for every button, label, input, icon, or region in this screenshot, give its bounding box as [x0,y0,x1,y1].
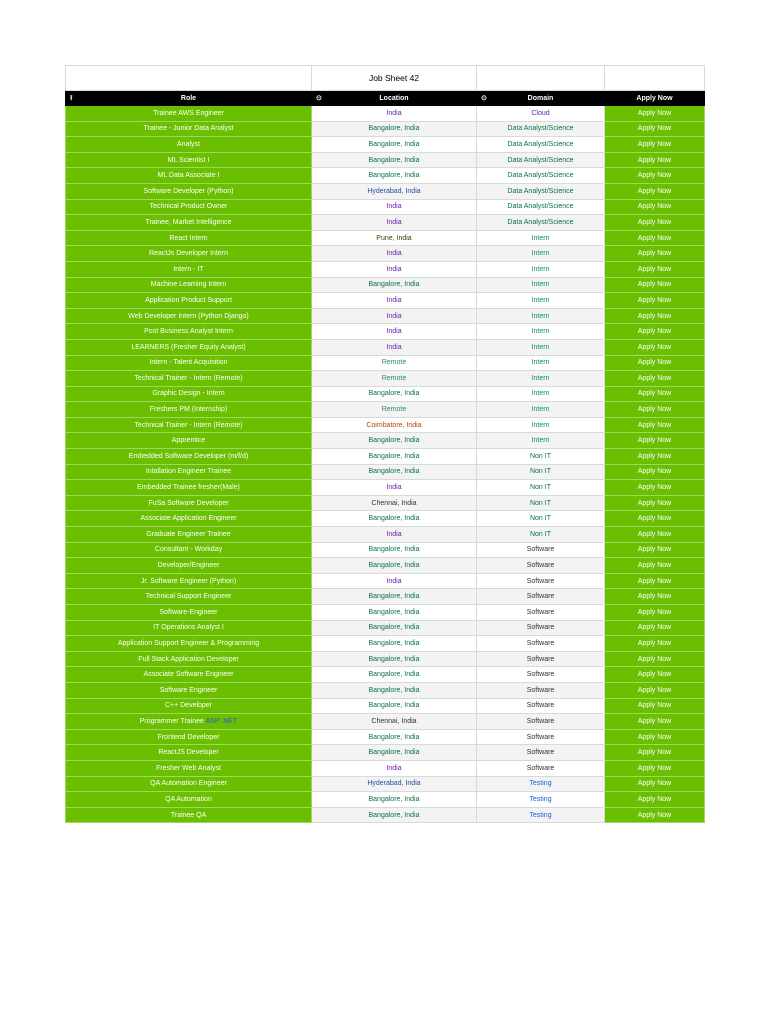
role-cell [66,308,312,324]
location-cell: Bangalore, India [312,386,477,402]
role-cell [66,402,312,418]
table-row [66,760,705,776]
table-row [66,386,705,402]
apply-now-link[interactable]: Apply Now [605,371,705,387]
location-cell: Bangalore, India [312,651,477,667]
location-cell: India [312,293,477,309]
role-text: Trainee QA [170,811,207,819]
location-cell: Bangalore, India [312,667,477,683]
location-cell: Hyderabad, India [312,776,477,792]
role-text: Jr. Software Engineer (Python) [140,577,237,585]
location-cell: India [312,246,477,262]
role-cell [66,386,312,402]
domain-cell: Data Analyst/Science [477,137,605,153]
role-text: Software-Engineer [159,608,218,616]
location-cell: Bangalore, India [312,152,477,168]
domain-cell: Intern [477,246,605,262]
role-cell [66,511,312,527]
filter-icon: ⊙ [316,95,322,102]
role-cell [66,760,312,776]
role-text: Trainee, Market Intelligence [145,218,232,226]
location-cell: Bangalore, India [312,511,477,527]
role-cell [66,355,312,371]
table-row [66,121,705,137]
apply-now-link[interactable]: Apply Now [605,339,705,355]
header-role-label: Role [180,94,197,102]
role-text: Trainee AWS Engineer [153,109,224,117]
domain-cell: Software [477,682,605,698]
domain-cell: Non IT [477,495,605,511]
role-text: Application Support Engineer & Programming [117,639,260,647]
role-text: Analyst [177,140,200,148]
title-blank-cell [477,66,605,91]
location-cell: Remote [312,402,477,418]
role-text: C++ Developer [164,702,213,710]
role-text: Intern - Talent Acquisition [149,359,228,367]
apply-now-link[interactable]: Apply Now [605,745,705,761]
location-cell: Bangalore, India [312,605,477,621]
domain-cell: Data Analyst/Science [477,121,605,137]
table-row [66,589,705,605]
apply-now-link[interactable]: Apply Now [605,760,705,776]
location-cell: India [312,527,477,543]
domain-cell: Intern [477,371,605,387]
location-cell: Bangalore, India [312,464,477,480]
role-text: IT Operations Analyst I [153,624,224,632]
apply-now-link[interactable]: Apply Now [605,308,705,324]
table-row [66,745,705,761]
role-text: Technical Trainer - Intern (Remote) [134,421,243,429]
role-cell [66,215,312,231]
apply-now-link[interactable]: Apply Now [605,464,705,480]
upload-icon: ⭱ [70,95,73,102]
role-text: Graduate Engineer Trainee [146,530,231,538]
location-cell: Bangalore, India [312,558,477,574]
apply-now-link[interactable]: Apply Now [605,449,705,465]
role-text: Machine Learning Intern [150,281,227,289]
location-cell: India [312,199,477,215]
table-row [66,417,705,433]
header-location[interactable] [312,91,477,106]
location-cell: Bangalore, India [312,589,477,605]
table-row [66,433,705,449]
table-row [66,183,705,199]
domain-cell: Software [477,636,605,652]
table-row [66,449,705,465]
domain-cell: Software [477,698,605,714]
apply-now-link[interactable]: Apply Now [605,121,705,137]
role-text: QA Automation [165,795,212,803]
role-cell [66,605,312,621]
apply-now-link[interactable]: Apply Now [605,792,705,808]
location-cell: Remote [312,355,477,371]
domain-cell: Software [477,542,605,558]
table-row [66,714,705,730]
domain-cell: Non IT [477,480,605,496]
location-cell: Pune, India [312,230,477,246]
role-cell [66,371,312,387]
role-text: Trainee - Junior Data Analyst [143,125,234,133]
role-cell [66,339,312,355]
apply-now-link[interactable]: Apply Now [605,152,705,168]
apply-now-link[interactable]: Apply Now [605,511,705,527]
role-text: Application Product Support [145,296,232,304]
table-row [66,620,705,636]
table-row [66,573,705,589]
role-cell [66,433,312,449]
header-role[interactable] [66,91,312,106]
role-text: Intern - IT [173,265,204,273]
table-row [66,106,705,122]
header-domain-label: Domain [527,94,554,102]
domain-cell: Non IT [477,464,605,480]
location-cell: Bangalore, India [312,168,477,184]
location-cell: India [312,573,477,589]
apply-now-link[interactable]: Apply Now [605,183,705,199]
apply-now-link[interactable]: Apply Now [605,495,705,511]
role-text: FuSa Software Developer [148,499,229,507]
apply-now-link[interactable]: Apply Now [605,667,705,683]
role-cell [66,121,312,137]
apply-now-link[interactable]: Apply Now [605,651,705,667]
table-row [66,495,705,511]
apply-now-link[interactable]: Apply Now [605,168,705,184]
role-cell [66,183,312,199]
domain-cell: Intern [477,339,605,355]
role-text: Software Developer (Python) [143,187,234,195]
role-text: ML Data Associate I [157,172,220,180]
domain-cell: Intern [477,277,605,293]
table-row [66,293,705,309]
role-cell [66,449,312,465]
role-text: Embedded Software Developer (m/f/d) [128,452,249,460]
apply-now-link[interactable]: Apply Now [605,605,705,621]
table-row [66,480,705,496]
apply-now-link[interactable]: Apply Now [605,620,705,636]
domain-cell: Intern [477,308,605,324]
domain-cell: Software [477,745,605,761]
location-cell: Hyderabad, India [312,183,477,199]
domain-cell: Testing [477,776,605,792]
table-row [66,651,705,667]
sheet-title: Job Sheet 42 [312,66,477,91]
domain-cell: Intern [477,417,605,433]
header-domain[interactable] [477,91,605,106]
table-row [66,792,705,808]
location-cell: India [312,308,477,324]
location-cell: India [312,106,477,122]
role-text: Associate Application Engineer [140,515,237,523]
role-text: ReactJs Developer Intern [149,250,228,258]
role-cell [66,776,312,792]
apply-now-link[interactable]: Apply Now [605,558,705,574]
role-cell [66,714,312,730]
apply-now-link[interactable]: Apply Now [605,386,705,402]
domain-cell: Intern [477,293,605,309]
table-row [66,246,705,262]
table-row [66,152,705,168]
header-location-label: Location [379,94,409,102]
role-text: Post Business Analyst Intern [144,328,233,336]
apply-now-link[interactable]: Apply Now [605,636,705,652]
role-cell [66,682,312,698]
role-text: ReactJS Developer [158,749,219,757]
apply-now-link[interactable]: Apply Now [605,355,705,371]
table-row [66,308,705,324]
location-cell: Coimbatore, India [312,417,477,433]
apply-now-link[interactable]: Apply Now [605,230,705,246]
apply-now-link[interactable]: Apply Now [605,698,705,714]
domain-cell: Intern [477,433,605,449]
table-row [66,558,705,574]
role-cell [66,277,312,293]
location-cell: India [312,760,477,776]
role-text: Associate Software Engineer [143,671,234,679]
domain-cell: Software [477,651,605,667]
domain-cell: Software [477,620,605,636]
title-blank-cell [66,66,312,91]
role-text: Technical Support Engineer [145,593,232,601]
apply-now-link[interactable]: Apply Now [605,527,705,543]
location-cell: Bangalore, India [312,792,477,808]
apply-now-link[interactable]: Apply Now [605,106,705,122]
location-cell: Bangalore, India [312,745,477,761]
role-text: ML Scientist I [167,156,210,164]
table-row [66,464,705,480]
role-cell [66,106,312,122]
location-cell: Remote [312,371,477,387]
location-cell: India [312,215,477,231]
filter-icon: ⊙ [481,95,487,102]
domain-cell: Software [477,714,605,730]
domain-cell: Intern [477,355,605,371]
role-cell [66,729,312,745]
role-cell [66,558,312,574]
domain-cell: Data Analyst/Science [477,199,605,215]
domain-cell: Data Analyst/Science [477,168,605,184]
title-blank-cell [605,66,705,91]
location-cell: Bangalore, India [312,277,477,293]
table-row [66,511,705,527]
role-text: React Intern [169,234,208,242]
domain-cell: Data Analyst/Science [477,152,605,168]
role-cell [66,464,312,480]
location-cell: Bangalore, India [312,137,477,153]
table-row [66,261,705,277]
apply-now-link[interactable]: Apply Now [605,417,705,433]
table-row [66,168,705,184]
title-row [66,66,705,91]
table-row [66,527,705,543]
table-row [66,667,705,683]
role-text: LEARNERS (Fresher Equity Analyst) [131,343,246,351]
role-cell [66,152,312,168]
domain-cell: Cloud [477,106,605,122]
role-cell [66,636,312,652]
domain-cell: Intern [477,402,605,418]
location-cell: Bangalore, India [312,121,477,137]
location-cell: Bangalore, India [312,807,477,823]
domain-cell: Testing [477,807,605,823]
role-cell [66,199,312,215]
apply-now-link[interactable]: Apply Now [605,277,705,293]
role-text: Technical Trainer - Intern (Remote) [134,374,243,382]
table-row [66,402,705,418]
domain-cell: Software [477,558,605,574]
table-row [66,215,705,231]
apply-now-link[interactable]: Apply Now [605,542,705,558]
domain-cell: Software [477,573,605,589]
location-cell: India [312,261,477,277]
location-cell: Bangalore, India [312,729,477,745]
domain-cell: Software [477,667,605,683]
location-cell: Bangalore, India [312,698,477,714]
role-cell [66,698,312,714]
role-text: Frontend Developer [157,733,220,741]
role-cell [66,230,312,246]
job-sheet-table [65,65,705,823]
table-row [66,636,705,652]
location-cell: India [312,339,477,355]
role-cell [66,573,312,589]
table-row [66,605,705,621]
role-cell [66,246,312,262]
apply-now-link[interactable]: Apply Now [605,776,705,792]
table-row [66,339,705,355]
table-row [66,355,705,371]
domain-cell: Intern [477,230,605,246]
table-row [66,230,705,246]
role-cell [66,417,312,433]
role-text: Developer/Engineer [157,562,220,570]
role-tag-link[interactable]: ASP .NET [205,717,238,725]
table-row [66,324,705,340]
location-cell: India [312,324,477,340]
apply-now-link[interactable]: Apply Now [605,480,705,496]
role-text: Graphic Design - Intern [152,390,225,398]
domain-cell: Intern [477,261,605,277]
location-cell: Bangalore, India [312,620,477,636]
role-cell [66,168,312,184]
domain-cell: Testing [477,792,605,808]
location-cell: Chennai, India [312,714,477,730]
domain-cell: Non IT [477,449,605,465]
role-text: Full Stack Application Developer [138,655,239,663]
apply-now-link[interactable]: Apply Now [605,246,705,262]
table-row [66,807,705,823]
role-text: Intallation Engineer Trainee [145,468,232,476]
apply-now-link[interactable]: Apply Now [605,402,705,418]
role-text: Software Engineer [159,686,218,694]
role-text: Embedded Trainee fresher(Male) [137,484,240,492]
role-cell [66,589,312,605]
role-cell [66,261,312,277]
role-text: Freshers PM (Internship) [149,406,228,414]
location-cell: Bangalore, India [312,449,477,465]
location-cell: India [312,480,477,496]
role-cell [66,620,312,636]
role-cell [66,527,312,543]
header-apply: Apply Now [605,91,705,106]
location-cell: Chennai, India [312,495,477,511]
apply-now-link[interactable]: Apply Now [605,137,705,153]
domain-cell: Intern [477,324,605,340]
domain-cell: Software [477,605,605,621]
role-text: Fresher Web Analyst [156,764,221,772]
role-text: Web Developer Intern (Python Django) [128,312,249,320]
header-row [66,91,705,106]
apply-now-link[interactable]: Apply Now [605,433,705,449]
role-cell [66,293,312,309]
apply-now-link[interactable]: Apply Now [605,682,705,698]
domain-cell: Data Analyst/Science [477,183,605,199]
role-text: Apprentice [171,437,206,445]
table-row [66,682,705,698]
apply-now-link[interactable]: Apply Now [605,324,705,340]
table-row [66,729,705,745]
table-row [66,542,705,558]
apply-now-link[interactable]: Apply Now [605,215,705,231]
table-row [66,137,705,153]
role-cell [66,807,312,823]
domain-cell: Software [477,760,605,776]
role-text: Consultant - Workday [154,546,223,554]
location-cell: Bangalore, India [312,542,477,558]
apply-now-link[interactable]: Apply Now [605,714,705,730]
apply-now-link[interactable]: Apply Now [605,729,705,745]
domain-cell: Data Analyst/Science [477,215,605,231]
domain-cell: Non IT [477,511,605,527]
table-row [66,371,705,387]
table-row [66,776,705,792]
role-text: QA Automation Engineer [150,780,227,788]
domain-cell: Non IT [477,527,605,543]
role-cell [66,480,312,496]
role-text: Programmer Trainee [139,717,204,725]
role-cell [66,651,312,667]
role-cell [66,137,312,153]
domain-cell: Software [477,729,605,745]
table-row [66,698,705,714]
apply-now-link[interactable]: Apply Now [605,199,705,215]
role-text: Technical Product Owner [149,203,228,211]
apply-now-link[interactable]: Apply Now [605,293,705,309]
apply-now-link[interactable]: Apply Now [605,573,705,589]
apply-now-link[interactable]: Apply Now [605,807,705,823]
role-cell [66,667,312,683]
domain-cell: Software [477,589,605,605]
role-cell [66,745,312,761]
role-cell [66,495,312,511]
location-cell: Bangalore, India [312,433,477,449]
role-cell [66,542,312,558]
location-cell: Bangalore, India [312,682,477,698]
role-cell [66,324,312,340]
role-cell [66,792,312,808]
domain-cell: Intern [477,386,605,402]
apply-now-link[interactable]: Apply Now [605,589,705,605]
location-cell: Bangalore, India [312,636,477,652]
table-row [66,277,705,293]
table-row [66,199,705,215]
apply-now-link[interactable]: Apply Now [605,261,705,277]
